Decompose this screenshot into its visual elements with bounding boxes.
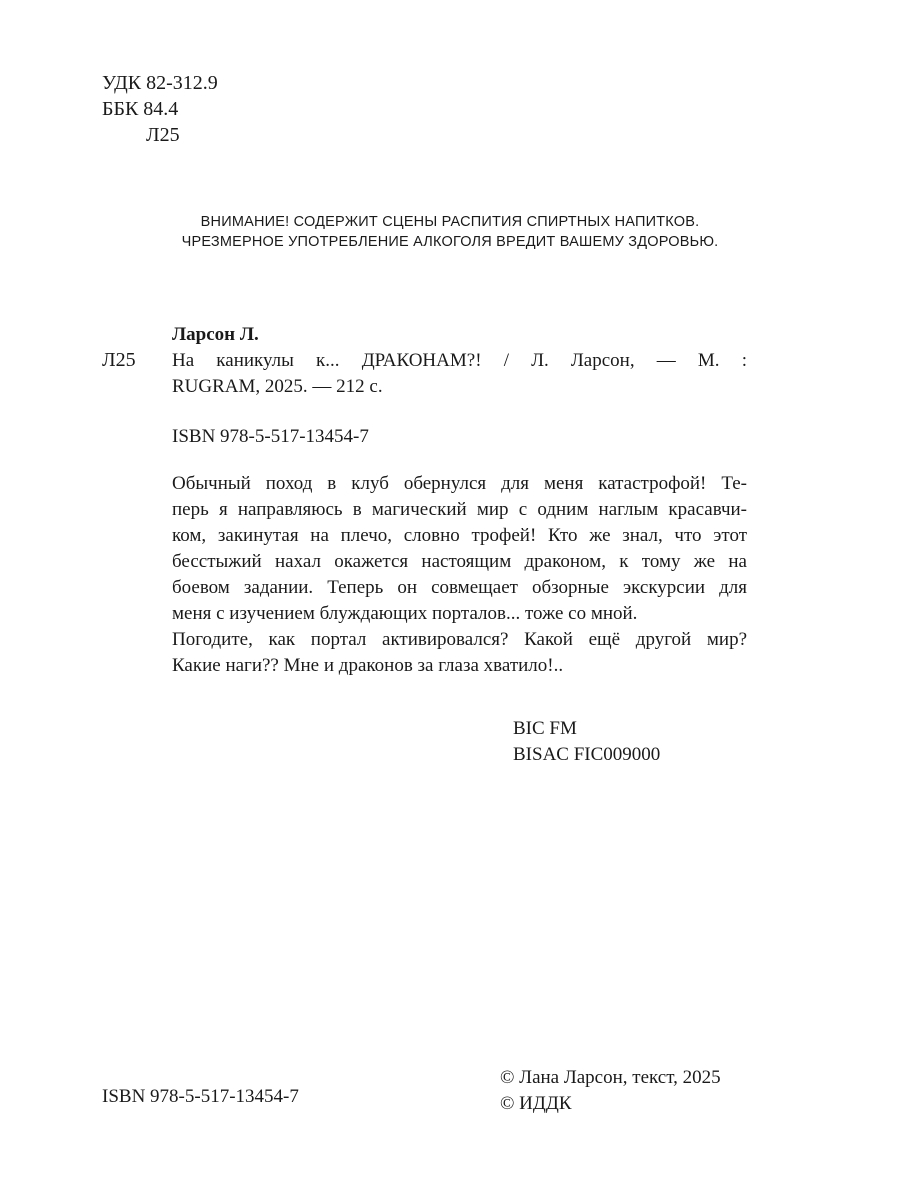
bbk-code: ББК 84.4 xyxy=(102,98,179,120)
bib-isbn: ISBN 978-5-517-13454-7 xyxy=(172,426,369,447)
annotation-line: ком, закинутая на плечо, словно трофей! Кто же знал, что этот xyxy=(172,525,747,546)
copyright-publisher: © ИДДК xyxy=(500,1093,572,1114)
bib-author: Ларсон Л. xyxy=(172,324,259,345)
annotation-line: Обычный поход в клуб обернулся для меня катастрофой! Те- xyxy=(172,473,747,494)
annotation-line: Погодите, как портал активировался? Какой ещё другой мир? xyxy=(172,629,747,650)
bisac-code: BISAC FIC009000 xyxy=(513,744,661,765)
copyright-author: © Лана Ларсон, текст, 2025 xyxy=(500,1067,721,1088)
annotation-line: боевом задании. Теперь он совмещает обзорные экскурсии для xyxy=(172,577,747,598)
bib-line-2: RUGRAM, 2025. — 212 с. xyxy=(172,376,383,397)
warning-line-2: ЧРЕЗМЕРНОЕ УПОТРЕБЛЕНИЕ АЛКОГОЛЯ ВРЕДИТ ВАШЕМУ ЗДОРОВЬЮ. xyxy=(181,234,719,250)
annotation-line: меня с изучением блуждающих порталов... тоже со мной. xyxy=(172,603,638,624)
annotation-line: бесстыжий нахал окажется настоящим драконом, к тому же на xyxy=(172,551,747,572)
annotation-paragraph-1 xyxy=(172,471,747,679)
footer-isbn: ISBN 978-5-517-13454-7 xyxy=(102,1086,299,1107)
author-mark: Л25 xyxy=(146,124,180,146)
udk-code: УДК 82-312.9 xyxy=(102,72,218,94)
bib-author-mark: Л25 xyxy=(102,349,136,371)
bic-code: BIC FM xyxy=(513,718,577,739)
bib-line-1: На каникулы к... ДРАКОНАМ?! / Л. Ларсон, — М. : xyxy=(172,350,747,371)
bib-title-line xyxy=(172,348,747,400)
warning-line-1: ВНИМАНИЕ! СОДЕРЖИТ СЦЕНЫ РАСПИТИЯ СПИРТНЫХ НАПИТКОВ. xyxy=(200,214,700,230)
annotation-line: Какие наги?? Мне и драконов за глаза хватило!.. xyxy=(172,655,564,676)
annotation-line: перь я направляюсь в магический мир с одним наглым красавчи- xyxy=(172,499,747,520)
